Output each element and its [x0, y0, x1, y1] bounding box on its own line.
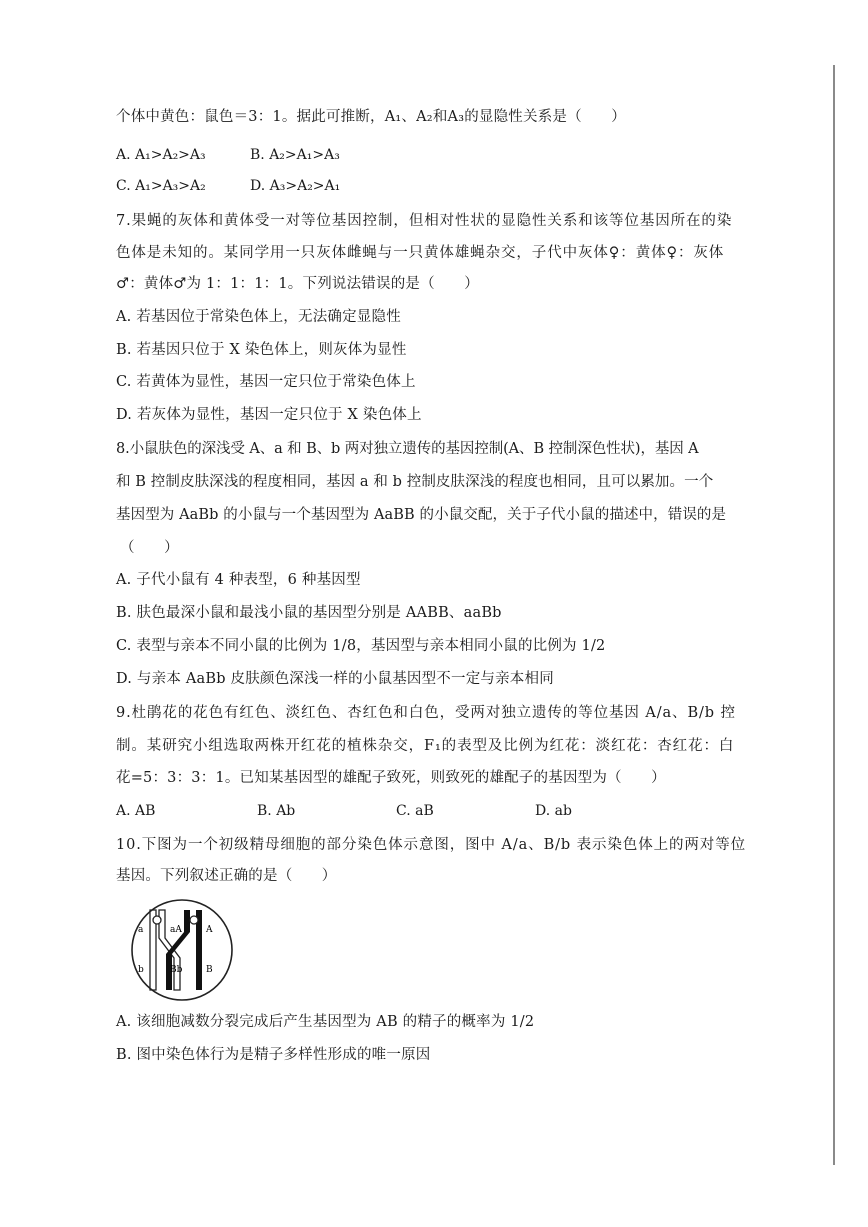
label-A-right: A — [206, 925, 213, 935]
q8-option-b: B. 肤色最深小鼠和最浅小鼠的基因型分别是 AABB、aaBb — [116, 605, 502, 621]
q9-option-d: D. ab — [535, 803, 572, 819]
q7-line-1: 7.果蝇的灰体和黄体受一对等位基因控制，但相对性状的显隐性关系和该等位基因所在的染 — [116, 213, 733, 229]
q8-line-4: （ ） — [120, 540, 179, 556]
q7-line-2: 色体是未知的。某同学用一只灰体雌蝇与一只黄体雄蝇杂交，子代中灰体♀：黄体♀：灰体 — [116, 245, 725, 261]
q6-option-a: A. A₁>A₂>A₃ — [116, 147, 206, 163]
q7-option-c: C. 若黄体为显性，基因一定只位于常染色体上 — [116, 374, 416, 390]
label-b-left: b — [138, 965, 144, 975]
q10-option-a: A. 该细胞减数分裂完成后产生基因型为 AB 的精子的概率为 1/2 — [116, 1014, 535, 1030]
chromosome-diagram — [124, 898, 240, 1002]
q9-option-b: B. Ab — [257, 803, 296, 819]
q10-option-b: B. 图中染色体行为是精子多样性形成的唯一原因 — [116, 1047, 431, 1063]
q6-tail: 个体中黄色：鼠色＝3：1。据此可推断，A₁、A₂和A₃的显隐性关系是（ ） — [116, 109, 626, 125]
q8-option-a: A. 子代小鼠有 4 种表型，6 种基因型 — [116, 572, 361, 588]
cell-circle — [132, 900, 232, 1000]
label-aA-mid: aA — [170, 925, 182, 935]
q9-line-2: 制。某研究小组选取两株开红花的植株杂交，F₁的表型及比例为红花：淡红花：杏红花：白 — [116, 738, 735, 754]
q6-option-b: B. A₂>A₁>A₃ — [250, 147, 340, 163]
q8-option-c: C. 表型与亲本不同小鼠的比例为 1/8，基因型与亲本相同小鼠的比例为 1/2 — [116, 638, 606, 654]
q8-line-1: 8.小鼠肤色的深浅受 A、a 和 B、b 两对独立遗传的基因控制(A、B 控制深色性状)，基因 A — [116, 441, 699, 457]
chromosome-left — [150, 910, 180, 990]
q9-option-a: A. AB — [116, 803, 156, 819]
label-a-left: a — [138, 925, 144, 935]
q6-option-d: D. A₃>A₂>A₁ — [250, 178, 341, 194]
chromosome-right — [166, 910, 202, 990]
q6-option-c: C. A₁>A₃>A₂ — [116, 178, 206, 194]
q10-line-1: 10.下图为一个初级精母细胞的部分染色体示意图，图中 A/a、B/b 表示染色体上的两对等位 — [116, 837, 746, 853]
q8-option-d: D. 与亲本 AaBb 皮肤颜色深浅一样的小鼠基因型不一定与亲本相同 — [116, 671, 554, 687]
q7-option-a: A. 若基因位于常染色体上，无法确定显隐性 — [116, 309, 401, 325]
q7-option-d: D. 若灰体为显性，基因一定只位于 X 染色体上 — [116, 407, 422, 423]
q8-line-3: 基因型为 AaBb 的小鼠与一个基因型为 AaBB 的小鼠交配，关于子代小鼠的描述中，错误的是 — [116, 507, 727, 523]
q8-line-2: 和 B 控制皮肤深浅的程度相同，基因 a 和 b 控制皮肤深浅的程度也相同，且可以累加。一个 — [116, 474, 714, 490]
q7-line-3: ♂：黄体♂为 1：1：1：1。下列说法错误的是（ ） — [116, 276, 479, 292]
q10-line-2: 基因。下列叙述正确的是（ ） — [116, 868, 337, 884]
q7-option-b: B. 若基因只位于 X 染色体上，则灰体为显性 — [116, 342, 407, 358]
q9-line-1: 9.杜鹃花的花色有红色、淡红色、杏红色和白色，受两对独立遗传的等位基因 A/a、B/b 控 — [116, 705, 736, 721]
q9-option-c: C. aB — [396, 803, 434, 819]
label-B-right: B — [206, 965, 213, 975]
q9-line-3: 花=5：3：3：1。已知某基因型的雄配子致死，则致死的雄配子的基因型为（ ） — [116, 770, 666, 786]
label-Bb-mid: Bb — [170, 965, 183, 975]
